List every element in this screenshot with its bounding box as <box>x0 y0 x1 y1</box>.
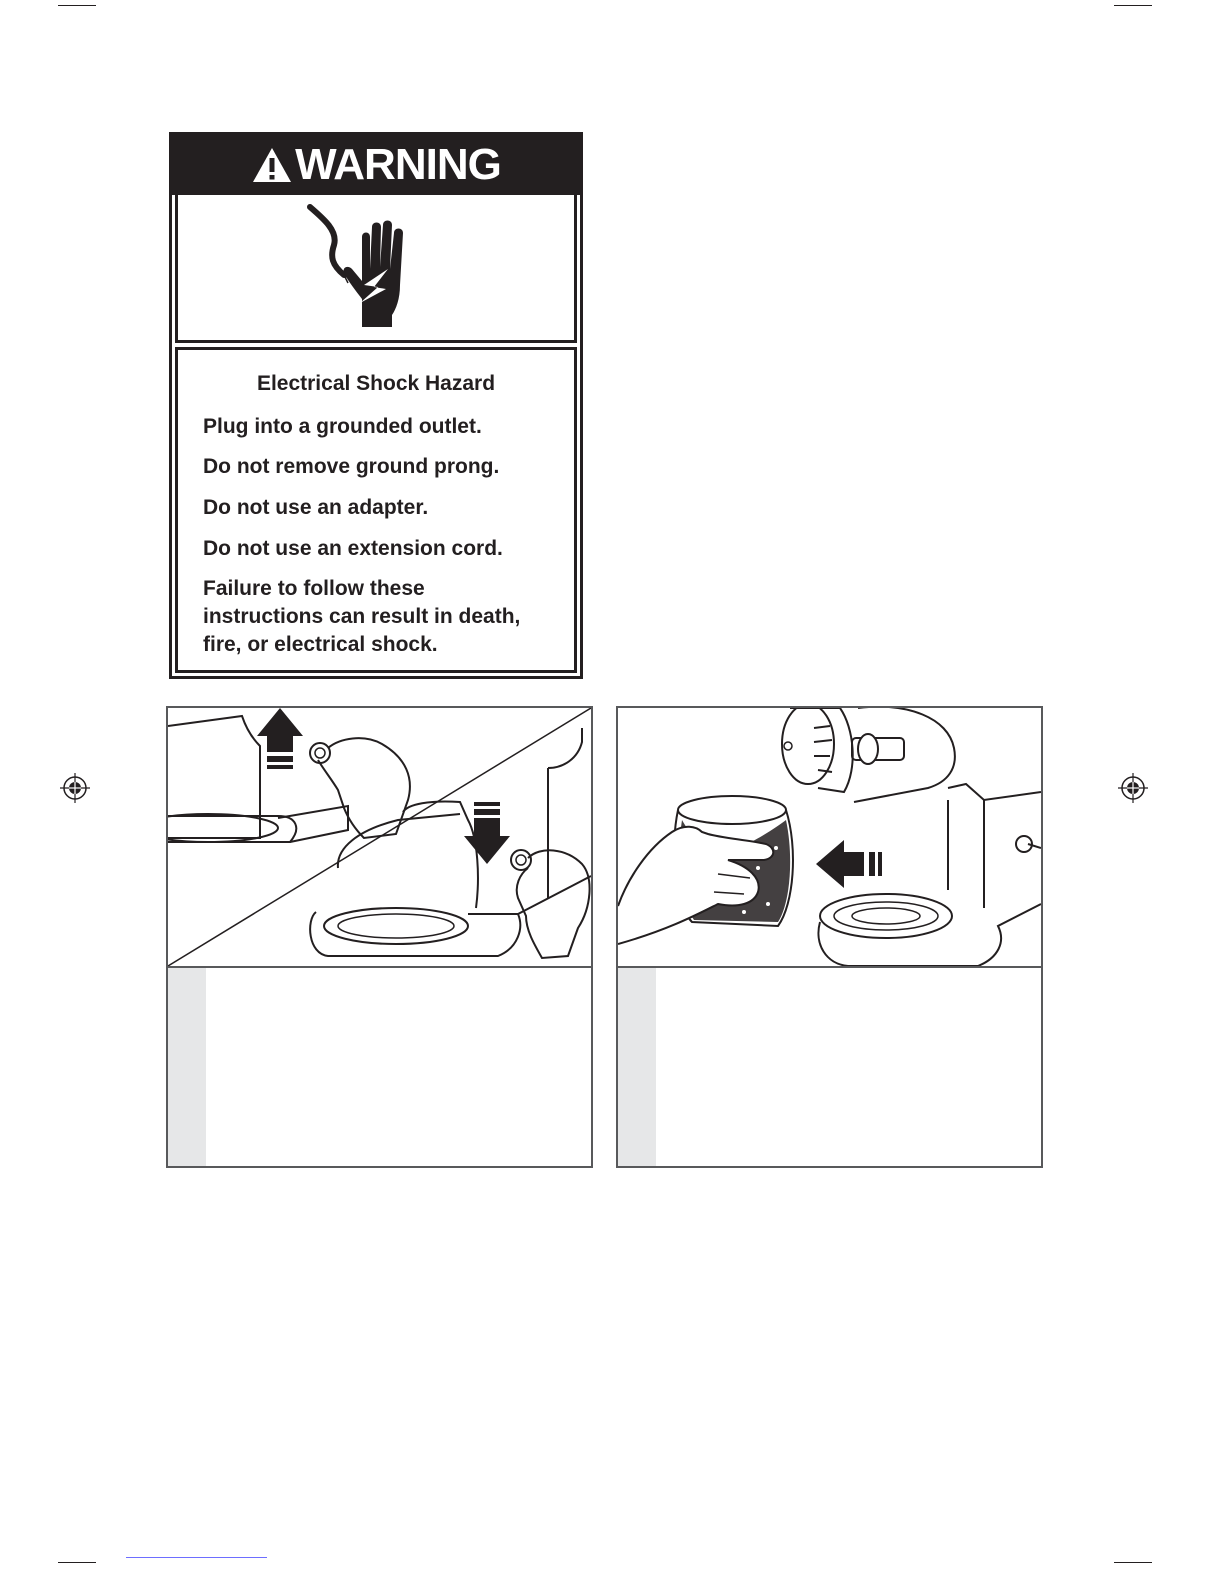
registration-mark-right-icon <box>1116 771 1150 805</box>
step-number-bar <box>168 968 206 1166</box>
hazard-consequence-line: Failure to follow these <box>203 577 425 600</box>
hazard-consequence-line: fire, or electrical shock. <box>203 633 438 656</box>
hazard-instruction: Do not remove ground prong. <box>203 455 500 478</box>
warning-header <box>172 135 580 195</box>
step-panel-2 <box>616 706 1043 1168</box>
carafe-illustration-icon <box>168 708 591 966</box>
bean-hopper-illustration-icon <box>618 708 1041 966</box>
triangle-exclamation-icon <box>251 146 293 184</box>
crop-mark-top-left <box>58 5 96 6</box>
attach-bean-hopper-illustration <box>618 708 1041 968</box>
hazard-instruction: Plug into a grounded outlet. <box>203 415 482 438</box>
hand-with-electric-cord-shock-icon <box>304 199 444 335</box>
warning-label: WARNING <box>295 140 501 189</box>
remove-and-place-carafe-illustration <box>168 708 591 968</box>
hazard-consequence-line: instructions can result in death, <box>203 605 521 628</box>
hazard-symbol-panel <box>175 195 577 343</box>
step-panel-1 <box>166 706 593 1168</box>
hazard-text-panel <box>175 347 577 673</box>
warning-box <box>169 132 583 679</box>
step-number-bar <box>618 968 656 1166</box>
hazard-instruction: Do not use an extension cord. <box>203 537 503 560</box>
footer-rule <box>126 1557 267 1558</box>
hazard-instruction: Do not use an adapter. <box>203 496 429 519</box>
registration-mark-left-icon <box>58 771 92 805</box>
crop-mark-bottom-right <box>1114 1562 1152 1563</box>
crop-mark-bottom-left <box>58 1562 96 1563</box>
hazard-title: Electrical Shock Hazard <box>256 372 496 395</box>
crop-mark-top-right <box>1114 5 1152 6</box>
